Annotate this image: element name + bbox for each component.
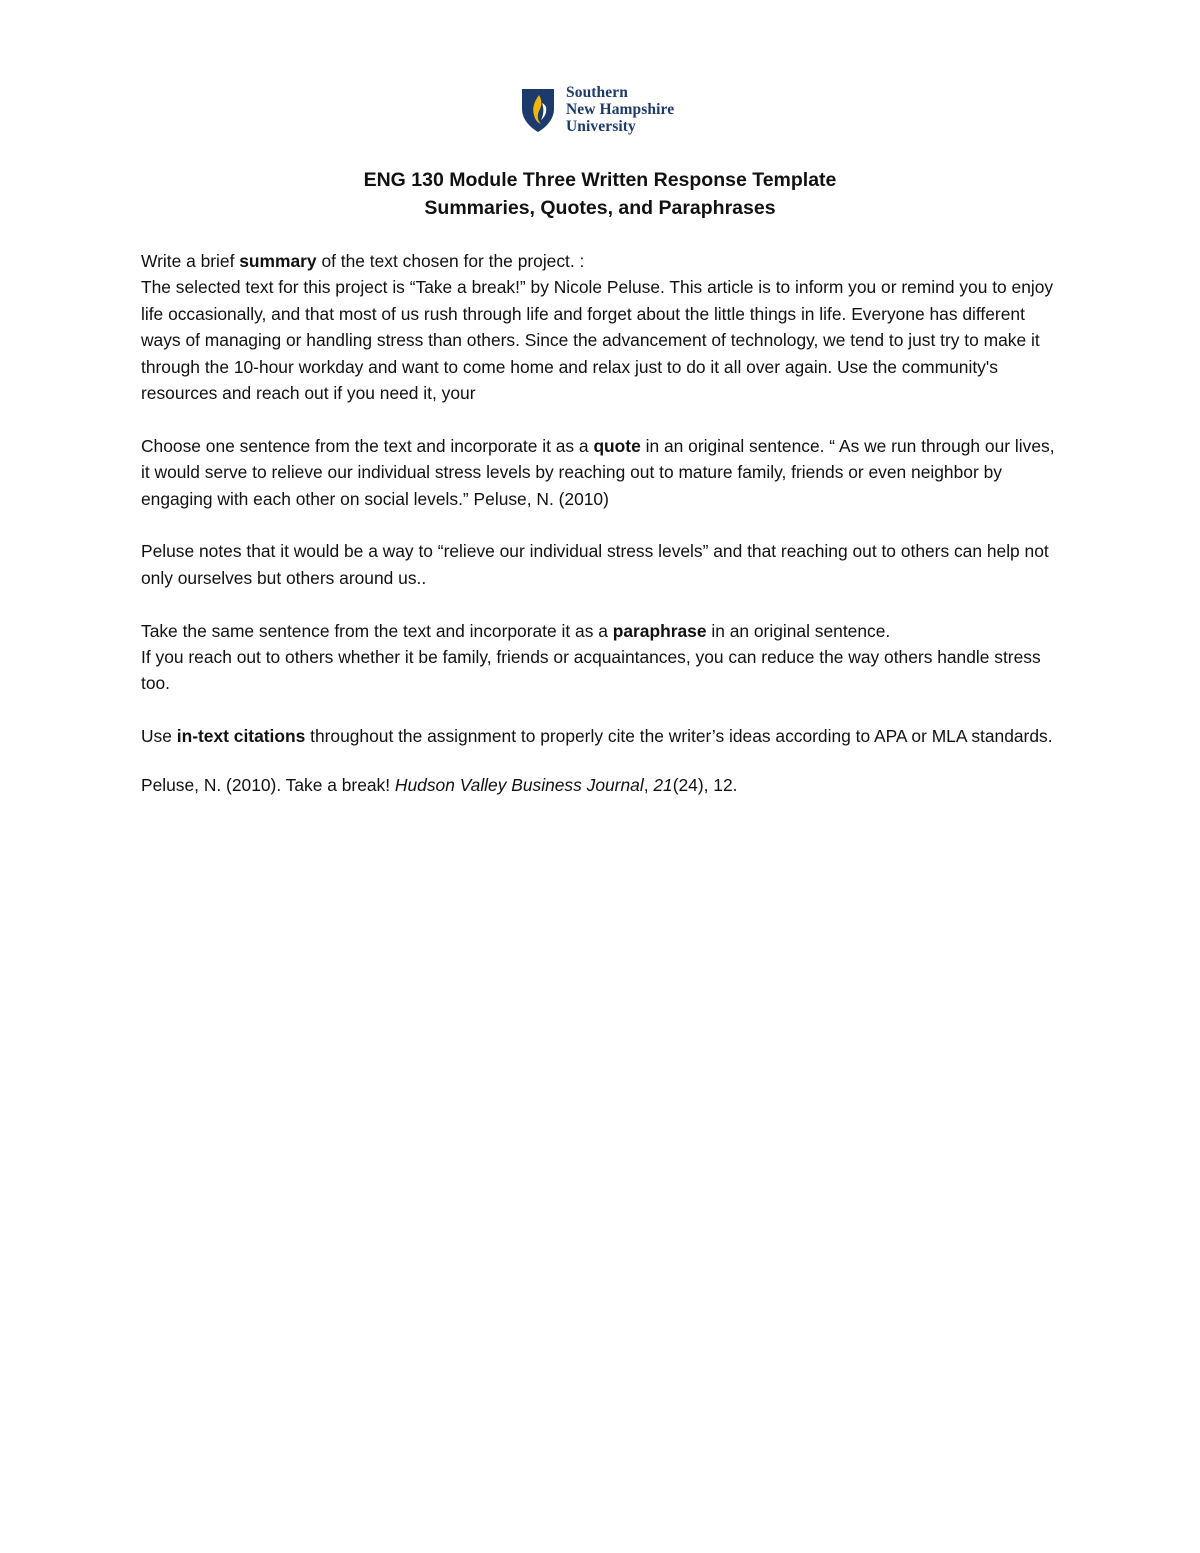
reference-post: (24), 12.	[672, 774, 738, 795]
paraphrase-prompt-post: in an original sentence.	[706, 620, 891, 641]
logo-line-1: Southern	[566, 84, 628, 101]
shield-flame-icon	[520, 87, 556, 133]
summary-prompt	[141, 248, 1066, 274]
reference-journal: Hudson Valley Business Journal	[394, 774, 644, 795]
reference-pre: Peluse, N. (2010). Take a break!	[141, 774, 395, 795]
spacer	[141, 512, 1066, 538]
citations-instruction	[141, 723, 1066, 749]
paraphrase-prompt-pre: Take the same sentence from the text and incorporate it as a	[141, 620, 613, 641]
citations-keyword: in-text citations	[176, 726, 306, 747]
title-line-2: Summaries, Quotes, and Paraphrases	[424, 197, 776, 219]
quote-response: Peluse notes that it would be a way to “relieve our individual stress levels” and that reaching out to others can help not only ourselves but others around us..	[141, 541, 1049, 588]
quote-prompt	[141, 433, 1066, 512]
spacer	[141, 591, 1066, 617]
document-body	[141, 248, 1066, 798]
quote-keyword: quote	[593, 435, 641, 456]
summary-prompt-post: of the text chosen for the project. :	[316, 251, 585, 271]
spacer	[141, 406, 1066, 432]
spacer	[141, 697, 1066, 723]
summary-prompt-pre: Write a brief	[141, 251, 240, 271]
logo-wordmark	[566, 84, 674, 135]
paraphrase-prompt	[141, 618, 1066, 644]
reference-volume: 21	[653, 774, 673, 795]
logo-line-3: University	[566, 118, 636, 135]
summary-keyword: summary	[239, 251, 317, 271]
quote-prompt-pre: Choose one sentence from the text and incorporate it as a	[141, 435, 594, 456]
spacer	[141, 750, 1066, 772]
reference-sep: ,	[643, 774, 654, 795]
quote-prompt-post: in an original sentence. “ As we run through our lives, it would serve to relieve our individual stress levels by reaching out to mature family, friends or even neighbor by engaging with each other on social levels.” Peluse, N. (2010)	[141, 435, 1055, 509]
paraphrase-response: If you reach out to others whether it be family, friends or acquaintances, you can reduce the way others handle stress too.	[141, 647, 1041, 694]
logo-line-2: New Hampshire	[566, 101, 675, 118]
citations-post: throughout the assignment to properly cite the writer’s ideas according to APA or MLA standards.	[305, 726, 1053, 747]
snhu-logo	[520, 84, 674, 135]
paraphrase-keyword: paraphrase	[612, 620, 707, 641]
citations-pre: Use	[141, 726, 177, 747]
title-line-1: ENG 130 Module Three Written Response Template	[363, 169, 837, 191]
reference-entry	[141, 772, 1066, 798]
summary-text: The selected text for this project is “Take a break!” by Nicole Peluse. This article is to inform you or remind you to enjoy life occasionally, and that most of us rush through life and forget about the little things in life. Everyone has different ways of managing or handling stress than others. Since the advancement of technology, we tend to just try to make it through the 10-hour workday and want to come home and relax just to do it all over again. Use the community's resources and reach out if you need it, your	[141, 277, 1054, 404]
document-title	[0, 166, 1200, 222]
